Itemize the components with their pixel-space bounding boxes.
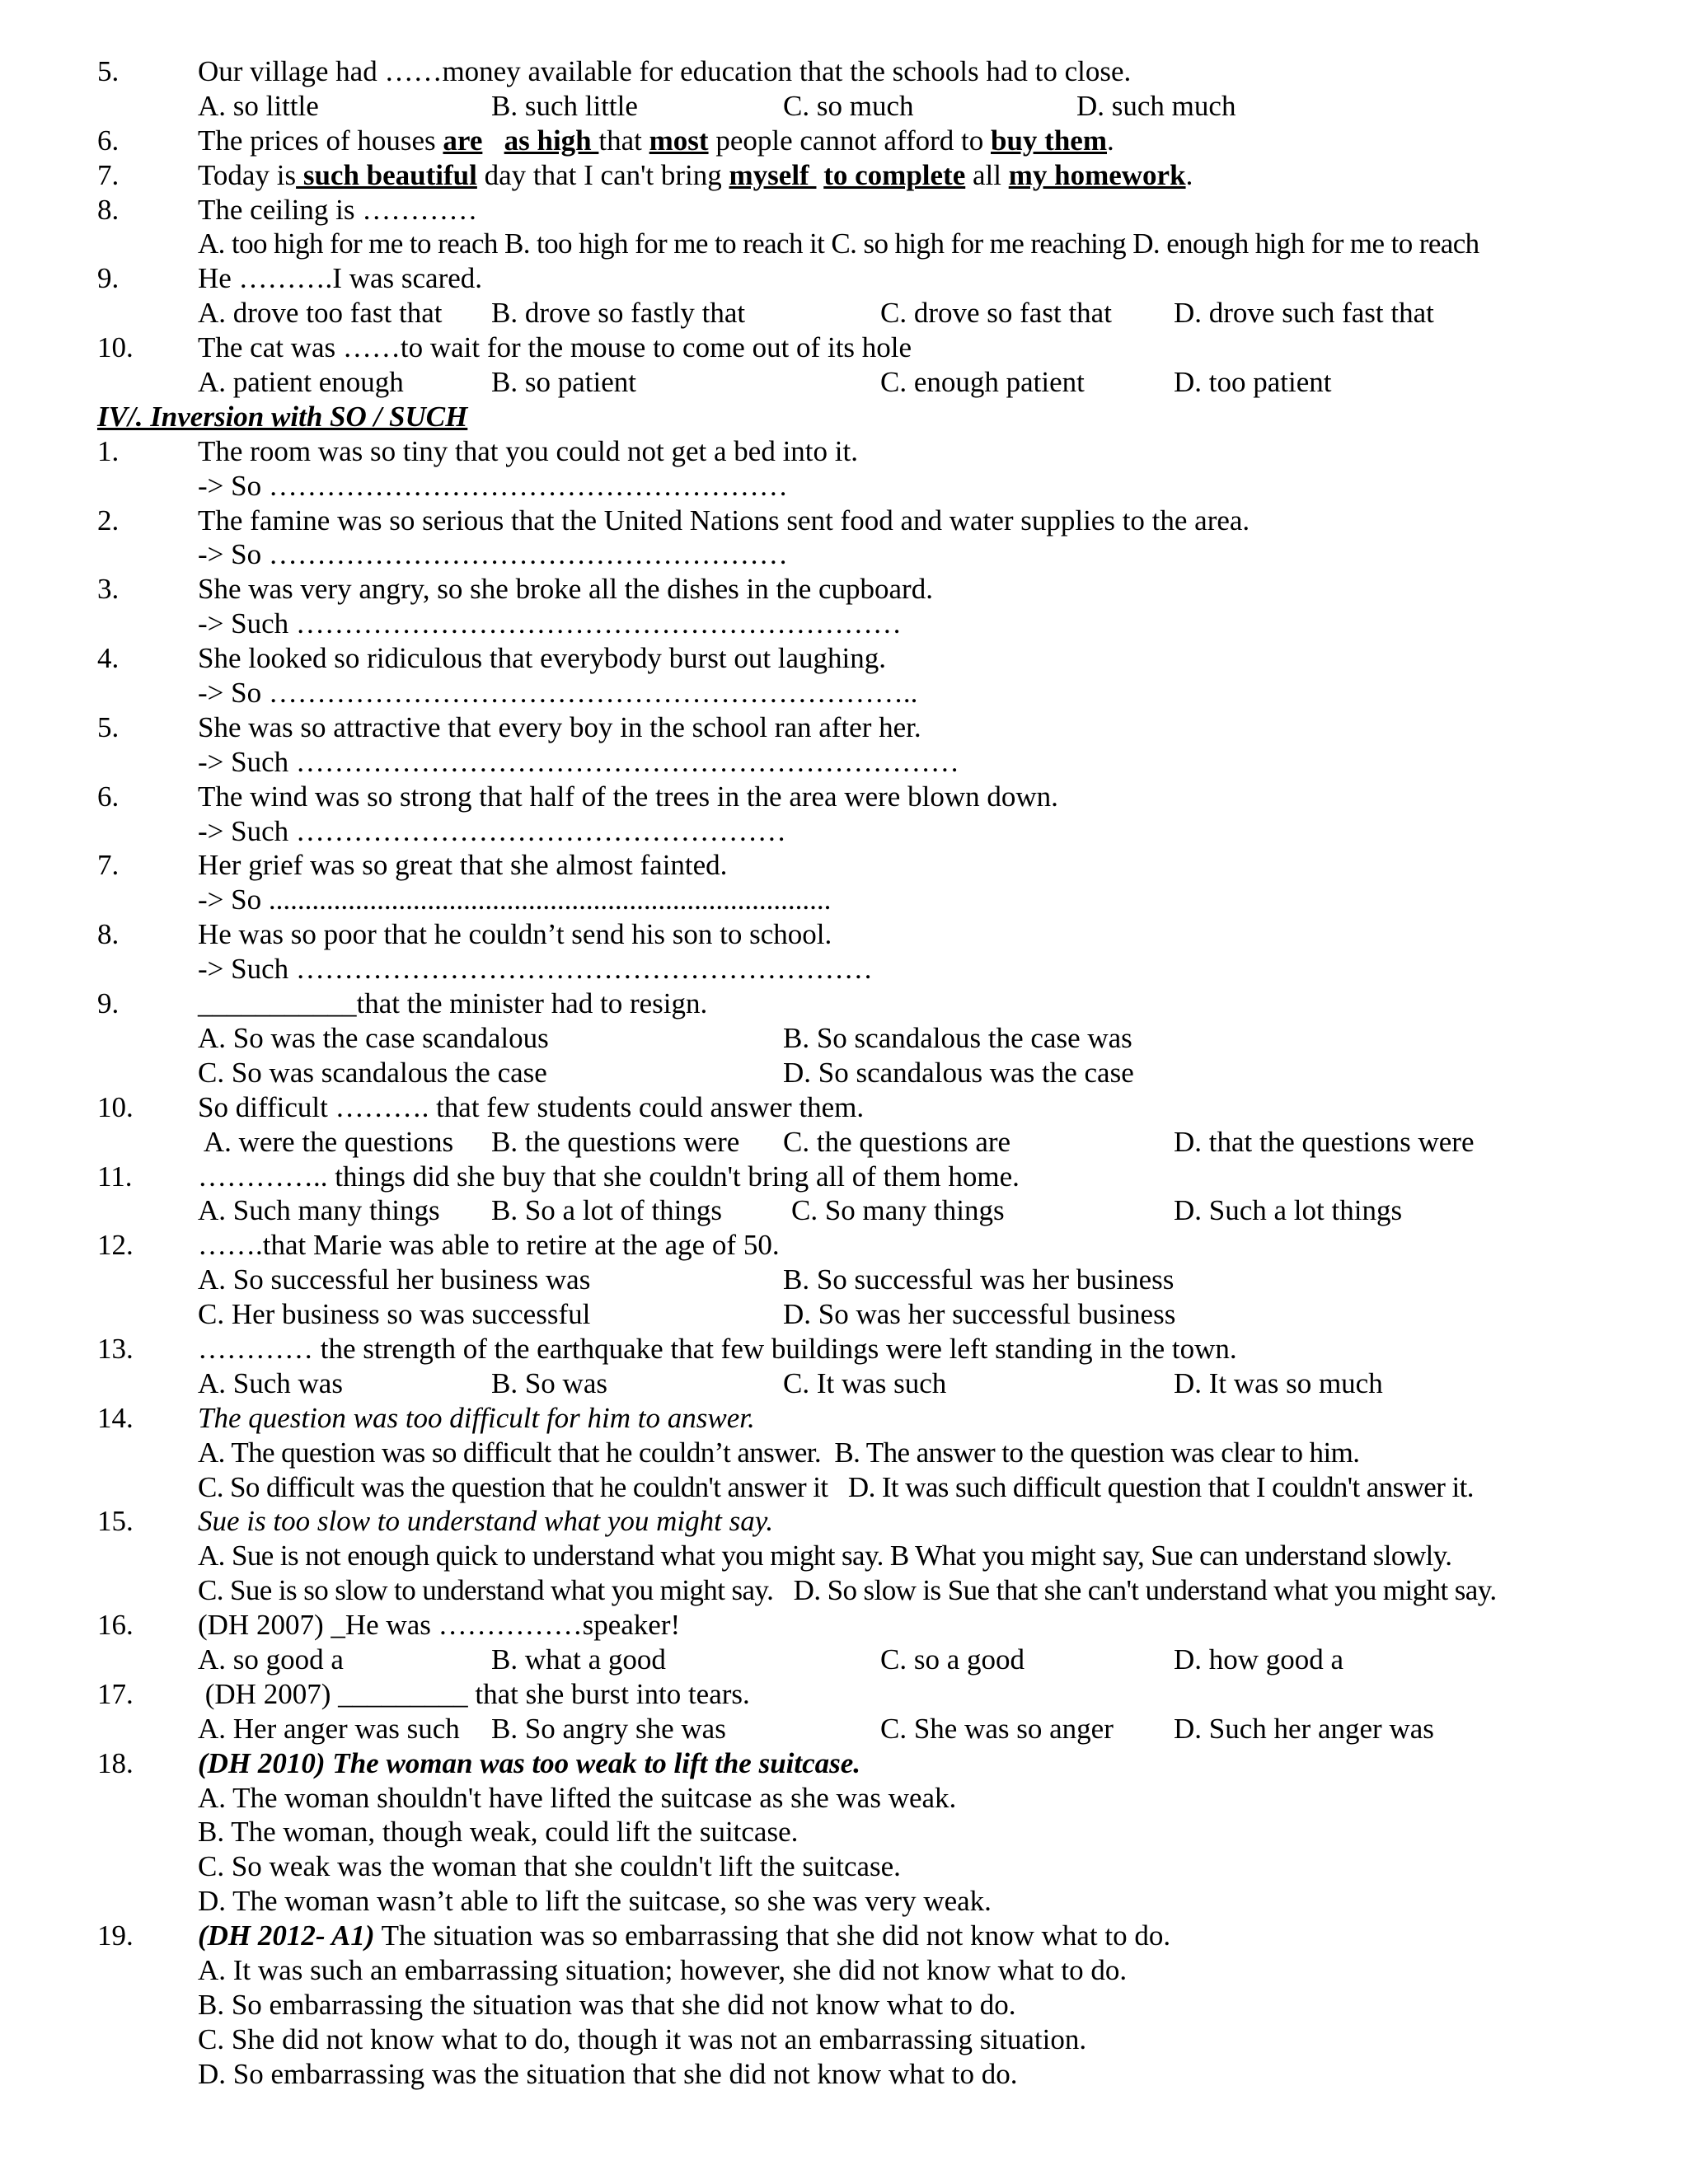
- text-part: people cannot afford to: [708, 124, 991, 157]
- inversion-4: [0, 641, 1688, 676]
- question-7: [0, 158, 1688, 193]
- option-a: A. Such many things: [198, 1194, 440, 1227]
- question-number: 5.: [97, 710, 120, 743]
- option-d: D. such much: [1076, 89, 1236, 122]
- options-line: C. So difficult was the question that he couldn't answer it D. It was such difficult question that I couldn't answer it.: [198, 1470, 1474, 1503]
- question-text: ………….. things did she buy that she couldn't bring all of them home.: [198, 1160, 1020, 1193]
- inversion-6-answer: [0, 814, 1688, 849]
- question-text: Sue is too slow to understand what you might say.: [198, 1505, 774, 1538]
- question-8-options: [0, 227, 1688, 261]
- question-number: 8.: [97, 918, 120, 951]
- options-line: A. too high for me to reach B. too high for me to reach it C. so high for me reaching D. enough high for me to reach: [198, 227, 1479, 260]
- option-b: B. so patient: [491, 366, 636, 399]
- option-b: B. The woman, though weak, could lift the suitcase.: [198, 1816, 799, 1849]
- question-text: The ceiling is …………: [198, 193, 478, 226]
- text-part: that: [598, 124, 649, 157]
- inversion-1: [0, 434, 1688, 469]
- question-text: So difficult ………. that few students could answer them.: [198, 1090, 865, 1123]
- inversion-12: [0, 1228, 1688, 1263]
- question-text: He was so poor that he couldn’t send his son to school.: [198, 918, 832, 951]
- inversion-10: [0, 1090, 1688, 1125]
- question-text: [198, 158, 1193, 193]
- underlined-word: to complete: [823, 158, 966, 191]
- inversion-19-option-a: [0, 1953, 1688, 1988]
- section-heading: IV/. Inversion with SO / SUCH: [97, 400, 468, 433]
- option-d: D. that the questions were: [1174, 1125, 1475, 1158]
- text-part: The situation was so embarrassing that she did not know what to do.: [374, 1919, 1171, 1952]
- option-d: D. So embarrassing was the situation that she did not know what to do.: [198, 2057, 1018, 2090]
- inversion-9: [0, 987, 1688, 1021]
- question-number: 10.: [97, 1090, 134, 1123]
- options-line: A. Sue is not enough quick to understand what you might say. B What you might say, Sue can understand slowly.: [198, 1540, 1452, 1572]
- text-part: .: [1107, 124, 1114, 157]
- question-number: 16.: [97, 1609, 134, 1642]
- option-b: B. drove so fastly that: [491, 297, 746, 330]
- underlined-word: most: [649, 124, 709, 157]
- underlined-word: buy them: [991, 124, 1107, 157]
- option-b: B. So scandalous the case was: [783, 1021, 1132, 1054]
- question-number: 12.: [97, 1229, 134, 1262]
- question-text: (DH 2007) _He was ……………speaker!: [198, 1609, 681, 1642]
- option-c: C. Her business so was successful: [198, 1298, 591, 1331]
- option-d: D. Such her anger was: [1174, 1712, 1434, 1745]
- question-5-options: [0, 89, 1688, 124]
- question-number: 9.: [97, 987, 120, 1020]
- option-d: D. Such a lot things: [1174, 1194, 1403, 1227]
- option-a: A. so good a: [198, 1643, 344, 1675]
- question-text: …….that Marie was able to retire at the age of 50.: [198, 1229, 780, 1262]
- text-part: that the minister had to resign.: [356, 987, 708, 1020]
- question-9: [0, 261, 1688, 296]
- text-part: [482, 124, 504, 157]
- question-number: 17.: [97, 1677, 134, 1710]
- inversion-5: [0, 710, 1688, 745]
- underlined-word: such beautiful: [296, 158, 477, 191]
- options-line: C. Sue is so slow to understand what you might say. D. So slow is Sue that she can't understand what you might say.: [198, 1574, 1497, 1607]
- blank: ___________: [198, 987, 357, 1020]
- question-text: [198, 987, 707, 1021]
- question-text: She was very angry, so she broke all the dishes in the cupboard.: [198, 573, 933, 606]
- inversion-19-option-d: [0, 2057, 1688, 2092]
- inversion-18-option-a: [0, 1781, 1688, 1816]
- inversion-14-options-ab: [0, 1436, 1688, 1470]
- inversion-3: [0, 572, 1688, 607]
- answer-line: -> Such ……………………………………………………: [198, 953, 873, 986]
- question-text: Her grief was so great that she almost fainted.: [198, 849, 728, 882]
- option-c: C. So many things: [791, 1194, 1005, 1227]
- inversion-17-options: [0, 1712, 1688, 1746]
- question-number: 4.: [97, 642, 120, 675]
- inversion-16-options: [0, 1643, 1688, 1677]
- option-a: A. Such was: [198, 1366, 343, 1399]
- answer-line: -> So ………………………………………………: [198, 538, 788, 571]
- option-d: D. The woman wasn’t able to lift the suitcase, so she was very weak.: [198, 1885, 992, 1918]
- question-6: [0, 124, 1688, 158]
- question-number: 15.: [97, 1505, 134, 1538]
- inversion-19: [0, 1919, 1688, 1953]
- text-part: The prices of houses: [198, 124, 443, 157]
- answer-line: -> So …………………………………………………………..: [198, 677, 918, 710]
- option-b: B. So successful was her business: [783, 1263, 1175, 1296]
- inversion-18-option-d: [0, 1884, 1688, 1919]
- question-text: (DH 2010) The woman was too weak to lift the suitcase.: [198, 1746, 861, 1779]
- option-c: C. She was so anger: [880, 1712, 1114, 1745]
- option-c: C. enough patient: [880, 366, 1085, 399]
- option-c: C. so much: [783, 89, 914, 122]
- text-part: .: [1185, 158, 1193, 191]
- inversion-14: [0, 1401, 1688, 1436]
- option-b: B. such little: [491, 89, 638, 122]
- worksheet: [0, 54, 1688, 2092]
- inversion-2-answer: [0, 537, 1688, 572]
- option-c: C. So weak was the woman that she couldn't lift the suitcase.: [198, 1850, 901, 1883]
- option-a: A. so little: [198, 89, 319, 122]
- option-c: C. the questions are: [783, 1125, 1011, 1158]
- question-number: 7.: [97, 158, 120, 191]
- exam-tag: (DH 2012- A1): [198, 1919, 375, 1952]
- option-b: B. So angry she was: [491, 1712, 726, 1745]
- option-c: C. It was such: [783, 1366, 947, 1399]
- inversion-6: [0, 780, 1688, 814]
- inversion-12-options-cd: [0, 1297, 1688, 1332]
- inversion-1-answer: [0, 469, 1688, 504]
- inversion-5-answer: [0, 745, 1688, 780]
- question-text: She looked so ridiculous that everybody burst out laughing.: [198, 642, 887, 675]
- inversion-13-options: [0, 1366, 1688, 1401]
- inversion-9-options-ab: [0, 1021, 1688, 1056]
- inversion-18-option-b: [0, 1815, 1688, 1849]
- option-d: D. how good a: [1174, 1643, 1344, 1675]
- question-number: 6.: [97, 124, 120, 157]
- option-b: B. So a lot of things: [491, 1194, 723, 1227]
- inversion-12-options-ab: [0, 1263, 1688, 1297]
- inversion-15: [0, 1504, 1688, 1539]
- option-d: D. drove such fast that: [1174, 297, 1434, 330]
- question-10: [0, 330, 1688, 365]
- inversion-16: [0, 1608, 1688, 1643]
- question-text: The room was so tiny that you could not get a bed into it.: [198, 434, 858, 467]
- inversion-2: [0, 504, 1688, 538]
- question-text: (DH 2007) _________ that she burst into tears.: [198, 1677, 750, 1710]
- option-d: D. too patient: [1174, 366, 1332, 399]
- inversion-9-options-cd: [0, 1056, 1688, 1090]
- question-text: [198, 124, 1114, 158]
- question-number: 14.: [97, 1401, 134, 1434]
- option-b: B. what a good: [491, 1643, 666, 1675]
- inversion-15-options-ab: [0, 1539, 1688, 1573]
- inversion-4-answer: [0, 676, 1688, 710]
- inversion-13: [0, 1332, 1688, 1366]
- question-number: 9.: [97, 262, 120, 295]
- text-part: day that I can't bring: [476, 158, 729, 191]
- question-number: 13.: [97, 1332, 134, 1365]
- question-number: 18.: [97, 1746, 134, 1779]
- question-number: 7.: [97, 849, 120, 882]
- section-heading-row: [0, 400, 1688, 434]
- text-part: all: [965, 158, 1009, 191]
- option-c: C. drove so fast that: [880, 297, 1112, 330]
- text-part: [816, 159, 823, 191]
- option-d: D. So was her successful business: [783, 1298, 1176, 1331]
- inversion-19-option-c: [0, 2022, 1688, 2057]
- option-b: B. the questions were: [491, 1125, 740, 1158]
- inversion-7: [0, 848, 1688, 883]
- question-text: Our village had ……money available for education that the schools had to close.: [198, 55, 1132, 87]
- question-number: 1.: [97, 434, 120, 467]
- inversion-10-options: [0, 1125, 1688, 1160]
- question-text: The famine was so serious that the United Nations sent food and water supplies to the area.: [198, 504, 1250, 537]
- question-5: [0, 54, 1688, 89]
- option-a: A. patient enough: [198, 366, 404, 399]
- inversion-11-options: [0, 1193, 1688, 1228]
- underlined-word: myself: [729, 158, 817, 191]
- option-d: D. It was so much: [1174, 1366, 1383, 1399]
- question-number: 5.: [97, 55, 120, 87]
- option-c: C. She did not know what to do, though it was not an embarrassing situation.: [198, 2022, 1087, 2055]
- question-text: He ……….I was scared.: [198, 262, 483, 295]
- option-d: D. So scandalous was the case: [783, 1056, 1134, 1089]
- underlined-word: my homework: [1008, 158, 1186, 191]
- option-b: B. So was: [491, 1366, 607, 1399]
- answer-line: -> Such ………………………………………………………: [198, 607, 902, 640]
- option-c: C. so a good: [880, 1643, 1025, 1675]
- inversion-11: [0, 1160, 1688, 1194]
- inversion-18-option-c: [0, 1849, 1688, 1884]
- question-number: 3.: [97, 573, 120, 606]
- option-a: A. It was such an embarrassing situation; however, she did not know what to do.: [198, 1953, 1128, 1986]
- option-a: A. were the questions: [198, 1125, 454, 1158]
- question-number: 2.: [97, 504, 120, 537]
- question-number: 6.: [97, 780, 120, 813]
- option-a: A. So was the case scandalous: [198, 1021, 549, 1054]
- option-b: B. So embarrassing the situation was that she did not know what to do.: [198, 1988, 1016, 2021]
- question-text: [198, 1919, 1170, 1953]
- options-line: A. The question was so difficult that he couldn’t answer. B. The answer to the question was clear to him.: [198, 1436, 1360, 1469]
- inversion-3-answer: [0, 607, 1688, 641]
- question-number: 11.: [97, 1160, 133, 1193]
- underlined-word: as high: [504, 124, 599, 157]
- option-a: A. Her anger was such: [198, 1712, 460, 1745]
- inversion-18: [0, 1746, 1688, 1781]
- question-9-options: [0, 296, 1688, 330]
- text-part: Today is: [198, 158, 297, 191]
- inversion-8-answer: [0, 952, 1688, 987]
- inversion-7-answer: [0, 883, 1688, 917]
- question-10-options: [0, 365, 1688, 400]
- question-number: 10.: [97, 331, 134, 364]
- answer-line: -> Such ……………………………………………: [198, 814, 786, 847]
- question-number: 19.: [97, 1919, 134, 1952]
- inversion-17: [0, 1677, 1688, 1712]
- option-c: C. So was scandalous the case: [198, 1056, 547, 1089]
- inversion-8: [0, 917, 1688, 952]
- question-text: The cat was ……to wait for the mouse to come out of its hole: [198, 331, 912, 364]
- underlined-word: are: [443, 124, 483, 157]
- answer-line: -> So ..............................................................................: [198, 883, 832, 916]
- option-a: A. drove too fast that: [198, 297, 443, 330]
- inversion-15-options-cd: [0, 1573, 1688, 1608]
- answer-line: -> So ………………………………………………: [198, 469, 788, 502]
- question-8: [0, 193, 1688, 227]
- question-number: 8.: [97, 193, 120, 226]
- question-text: ………… the strength of the earthquake that few buildings were left standing in the town.: [198, 1332, 1237, 1365]
- option-a: A. The woman shouldn't have lifted the suitcase as she was weak.: [198, 1781, 957, 1814]
- question-text: The question was too difficult for him to answer.: [198, 1401, 755, 1434]
- inversion-19-option-b: [0, 1988, 1688, 2022]
- question-text: She was so attractive that every boy in the school ran after her.: [198, 710, 921, 743]
- option-a: A. So successful her business was: [198, 1263, 591, 1296]
- inversion-14-options-cd: [0, 1470, 1688, 1505]
- answer-line: -> Such ……………………………………………………………: [198, 745, 959, 778]
- question-text: The wind was so strong that half of the trees in the area were blown down.: [198, 780, 1058, 813]
